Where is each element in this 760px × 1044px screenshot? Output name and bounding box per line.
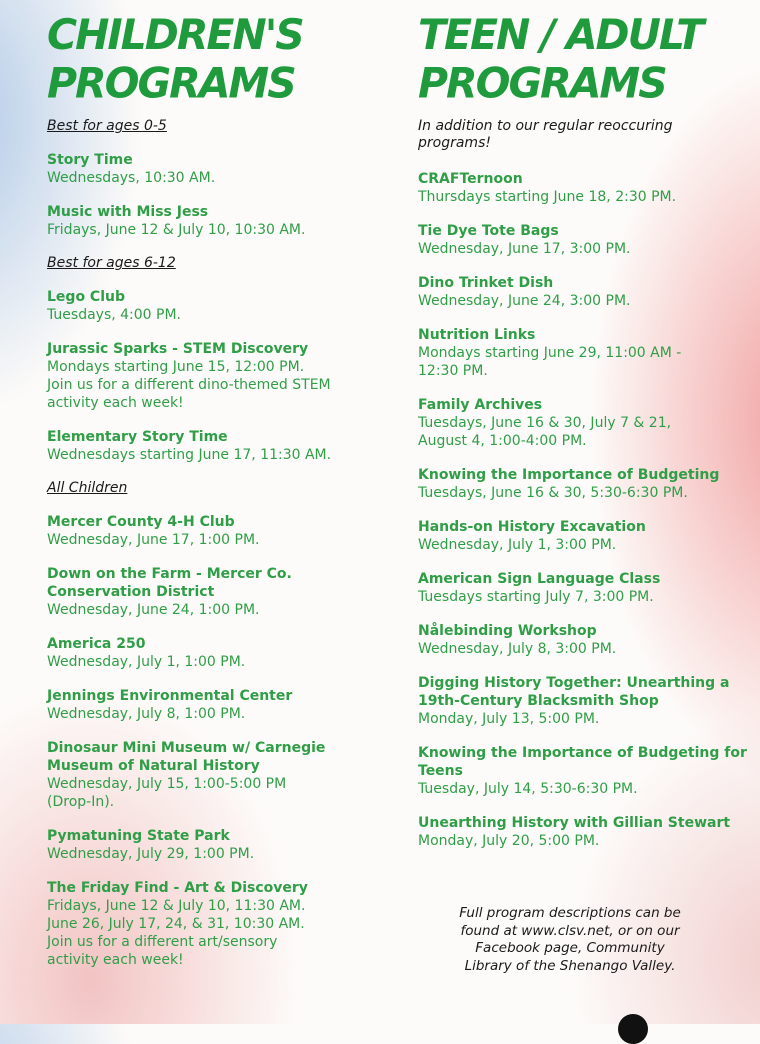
program-title: Jurassic Sparks - STEM Discovery — [47, 341, 309, 357]
program-title: Family Archives — [418, 397, 543, 413]
program-schedule: Wednesday, July 8, 1:00 PM. — [47, 706, 246, 722]
program-title: Elementary Story Time — [47, 429, 228, 445]
program-entry — [418, 466, 748, 502]
program-schedule: Wednesday, June 24, 3:00 PM. — [418, 293, 631, 309]
program-schedule: activity each week! — [47, 395, 184, 411]
program-title: Story Time — [47, 152, 133, 168]
program-entry — [418, 622, 748, 658]
program-entry — [418, 326, 748, 380]
program-entry — [47, 151, 377, 187]
program-entry — [418, 396, 748, 450]
program-title: Down on the Farm - Mercer Co. Conservation District — [47, 566, 292, 600]
program-entry — [418, 814, 748, 850]
program-title: Mercer County 4-H Club — [47, 514, 235, 530]
program-entry — [47, 513, 377, 549]
program-schedule: Wednesdays, 10:30 AM. — [47, 170, 216, 186]
program-schedule: activity each week! — [47, 952, 184, 968]
program-schedule: Monday, July 13, 5:00 PM. — [418, 711, 600, 727]
program-title: Nålebinding Workshop — [418, 623, 597, 639]
program-entry — [418, 570, 748, 606]
program-schedule: Monday, July 20, 5:00 PM. — [418, 833, 600, 849]
program-title: Pymatuning State Park — [47, 828, 230, 844]
program-entry — [47, 428, 377, 464]
program-title: Tie Dye Tote Bags — [418, 223, 559, 239]
program-descriptions-note: Full program descriptions can be found at www.clsv.net, or on our Facebook page, Community Library of the Shenango Valley. — [459, 905, 681, 974]
program-schedule: Thursdays starting June 18, 2:30 PM. — [418, 189, 677, 205]
program-title: Hands-on History Excavation — [418, 519, 646, 535]
program-title: Dinosaur Mini Museum w/ Carnegie Museum of Natural History — [47, 740, 326, 774]
age-group-label: Best for ages 6-12 — [47, 255, 176, 271]
program-schedule: Fridays, June 12 & July 10, 10:30 AM. — [47, 222, 306, 238]
childrens-programs-heading — [47, 0, 377, 108]
program-title: Lego Club — [47, 289, 125, 305]
heading-line-2: PROGRAMS — [418, 58, 666, 108]
teen-adult-intro: In addition to our regular reoccuring programs! — [418, 118, 673, 151]
program-title: Unearthing History with Gillian Stewart — [418, 815, 731, 831]
program-entry — [47, 879, 377, 969]
program-entry — [47, 565, 377, 619]
program-schedule: Tuesdays, 4:00 PM. — [47, 307, 182, 323]
program-entry — [418, 274, 748, 310]
program-schedule: Wednesday, July 15, 1:00-5:00 PM — [47, 776, 287, 792]
teen-adult-programs-heading — [418, 0, 748, 108]
program-schedule: Tuesdays, June 16 & 30, 5:30-6:30 PM. — [418, 485, 688, 501]
program-schedule: Tuesday, July 14, 5:30-6:30 PM. — [418, 781, 638, 797]
teen-adult-program-list — [418, 170, 748, 850]
program-schedule: Wednesday, July 29, 1:00 PM. — [47, 846, 255, 862]
program-title: America 250 — [47, 636, 146, 652]
program-entry — [418, 744, 748, 798]
program-entry — [418, 222, 748, 258]
program-entry — [47, 203, 377, 239]
program-title: Knowing the Importance of Budgeting for Teens — [418, 745, 747, 779]
program-title: Music with Miss Jess — [47, 204, 209, 220]
program-entry — [47, 288, 377, 324]
program-title: American Sign Language Class — [418, 571, 661, 587]
program-entry — [418, 518, 748, 554]
program-schedule: Wednesday, July 8, 3:00 PM. — [418, 641, 617, 657]
age-group-label: All Children — [47, 480, 128, 496]
decorative-circle — [618, 1014, 648, 1044]
program-entry — [47, 739, 377, 811]
heading-line-1: TEEN / ADULT — [418, 9, 703, 60]
program-entry — [47, 827, 377, 863]
program-schedule: Tuesdays starting July 7, 3:00 PM. — [418, 589, 654, 605]
program-schedule: Wednesday, July 1, 3:00 PM. — [418, 537, 617, 553]
heading-line-1: CHILDREN'S — [47, 9, 303, 60]
program-schedule: Wednesday, June 17, 3:00 PM. — [418, 241, 631, 257]
program-title: Dino Trinket Dish — [418, 275, 554, 291]
program-schedule: Tuesdays, June 16 & 30, July 7 & 21, — [418, 415, 672, 431]
program-schedule: Wednesday, June 24, 1:00 PM. — [47, 602, 260, 618]
program-schedule: Join us for a different art/sensory — [47, 934, 278, 950]
program-schedule: (Drop-In). — [47, 794, 115, 810]
program-title: Nutrition Links — [418, 327, 536, 343]
program-schedule: 12:30 PM. — [418, 363, 488, 379]
program-title: Digging History Together: Unearthing a 19th-Century Blacksmith Shop — [418, 675, 730, 709]
program-schedule: August 4, 1:00-4:00 PM. — [418, 433, 587, 449]
program-schedule: Wednesday, June 17, 1:00 PM. — [47, 532, 260, 548]
program-schedule: Join us for a different dino-themed STEM — [47, 377, 331, 393]
teen-adult-programs-column — [418, 0, 748, 866]
program-entry — [418, 170, 748, 206]
program-schedule: Wednesdays starting June 17, 11:30 AM. — [47, 447, 332, 463]
program-schedule: June 26, July 17, 24, & 31, 10:30 AM. — [47, 916, 305, 932]
program-title: Jennings Environmental Center — [47, 688, 293, 704]
program-title: Knowing the Importance of Budgeting — [418, 467, 720, 483]
program-entry — [47, 635, 377, 671]
program-schedule: Wednesday, July 1, 1:00 PM. — [47, 654, 246, 670]
childrens-sections — [47, 118, 377, 969]
heading-line-2: PROGRAMS — [47, 58, 295, 108]
program-schedule: Mondays starting June 29, 11:00 AM - — [418, 345, 682, 361]
program-entry — [47, 687, 377, 723]
program-schedule: Fridays, June 12 & July 10, 11:30 AM. — [47, 898, 306, 914]
program-title: The Friday Find - Art & Discovery — [47, 880, 308, 896]
program-schedule: Mondays starting June 15, 12:00 PM. — [47, 359, 305, 375]
program-entry — [418, 674, 748, 728]
program-title: CRAFTernoon — [418, 171, 523, 187]
program-entry — [47, 340, 377, 412]
age-group-label: Best for ages 0-5 — [47, 118, 167, 134]
childrens-programs-column — [47, 0, 377, 985]
